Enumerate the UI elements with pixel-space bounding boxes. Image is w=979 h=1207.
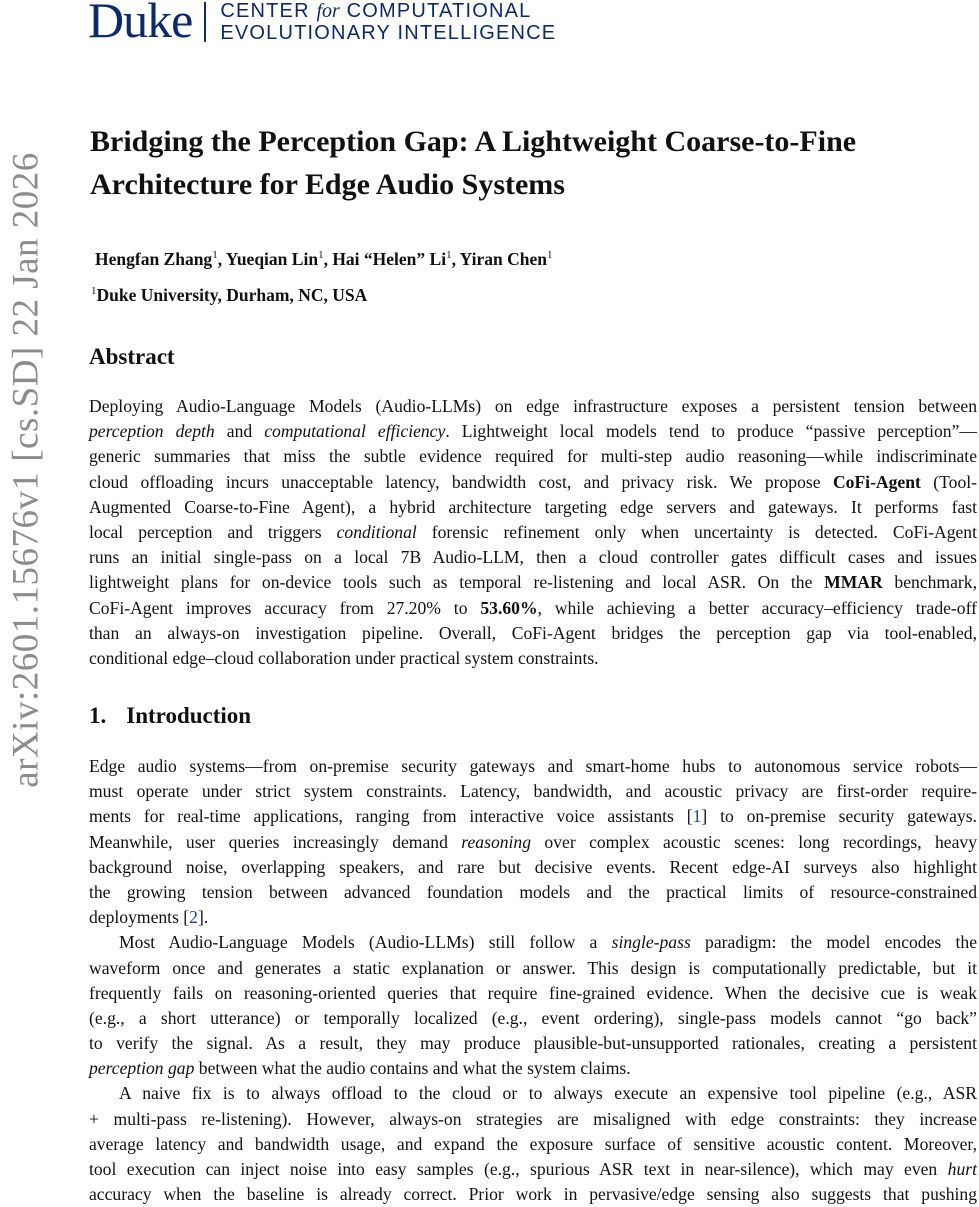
abstract-line: runs an initial single-pass on a local 7B Audio-LLM, then a cloud controller gates difficult cases and issues [89,547,977,568]
abstract-line: Deploying Audio-Language Models (Audio-LLMs) on edge infrastructure exposes a persistent tension between [89,396,977,416]
abstract-line: CoFi-Agent improves accuracy from 27.20% to 53.60%, while achieving a better accuracy–efficiency trade-off [89,597,977,618]
logo-line-1: CENTER for COMPUTATIONAL [220,0,532,22]
arxiv-identifier-stamp [0,0,52,1200]
introduction-line: frequently fails on reasoning-oriented queries that require fine-grained evidence. When the decisive cue is weak [89,982,977,1003]
paper-title [90,120,950,206]
introduction-heading: 1. Introduction [89,703,252,728]
logo-divider [204,2,206,42]
logo-wordmark: Duke [88,0,193,48]
author: Yiran Chen$^1$ [459,249,553,269]
introduction-line: Most Audio-Language Models (Audio-LLMs) still follow a single-pass paradigm: the model encodes the [119,932,977,953]
abstract-line: local perception and triggers conditional forensic refinement only when uncertainty is detected. CoFi-Agent [89,521,977,542]
author: Yueqian Lin$^1$ [225,249,324,269]
abstract-line: lightweight plans for on-device tools such as temporal re-listening and local ASR. On the MMAR benchmark, [89,572,977,593]
abstract-line: cloud offloading incurs unacceptable latency, bandwidth cost, and privacy risk. We propose CoFi-Agent (Tool- [89,471,977,492]
introduction-line: must operate under strict system constraints. Latency, bandwidth, and acoustic privacy are first-order require- [89,781,977,802]
introduction-line: the growing tension between advanced foundation models and the practical limits of resource-constrained [89,881,977,902]
introduction-line: deployments [2]. [89,907,209,928]
introduction-line: background noise, overlapping speakers, and rare but decisive events. Recent edge-AI surveys also highlight [89,856,977,877]
introduction-line: tool execution can inject noise into easy samples (e.g., spurious ASR text in near-silence), which may even hurt [89,1159,977,1179]
introduction-body [89,754,977,1207]
introduction-line: + multi-pass re-listening). However, always-on strategies are misaligned with edge constraints: they increase [89,1108,977,1129]
affiliation: $^1$Duke University, Durham, NC, USA [91,285,368,305]
citation-link[interactable]: 2 [189,907,198,928]
introduction-line: waveform once and generates a static explanation or answer. This design is computationally predictable, but it [89,957,977,978]
abstract-line: perception depth and computational efficiency. Lightweight local models tend to produce “passive perception”— [89,421,977,442]
abstract-line: than an always-on investigation pipeline. Overall, CoFi-Agent bridges the perception gap via tool-enabled, [89,622,977,643]
logo-line-2: EVOLUTIONARY INTELLIGENCE [220,22,557,44]
introduction-line: Meanwhile, user queries increasingly demand reasoning over complex acoustic scenes: long recordings, heavy [89,831,977,852]
abstract-line: Augmented Coarse-to-Fine Agent), a hybrid architecture targeting edge servers and gateways. It performs fast [89,496,977,517]
abstract-heading: Abstract [89,344,175,369]
author: Hengfan Zhang$^1$ [95,249,218,269]
introduction-line: Edge audio systems—from on-premise security gateways and smart-home hubs to autonomous service robots— [89,756,977,776]
abstract-body [89,394,977,671]
logo-center-name [220,0,556,44]
introduction-line: average latency and bandwidth usage, and expand the exposure surface of sensitive acoustic content. Moreover, [89,1133,977,1154]
title-line-2: Architecture for Edge Audio Systems [90,168,565,201]
title-line-1: Bridging the Perception Gap: A Lightweight Coarse-to-Fine [90,125,857,158]
arxiv-identifier-text: arXiv:2601.15676v1 [cs.SD] 22 Jan 2026 [5,152,47,788]
abstract-line: conditional edge–cloud collaboration under practical system constraints. [89,647,599,668]
introduction-line: (e.g., a short utterance) or temporally localized (e.g., event ordering), single-pass models cannot “go back” [89,1007,977,1028]
introduction-line: accuracy when the baseline is already correct. Prior work in pervasive/edge sensing also suggests that pushing [89,1184,977,1205]
citation-link[interactable]: 1 [692,806,702,827]
abstract-line: generic summaries that miss the subtle evidence required for multi-step audio reasoning—while indiscriminate [89,446,977,467]
introduction-line: perception gap between what the audio contains and what the system claims. [89,1058,631,1079]
author: Hai “Helen” Li$^1$ [332,249,452,269]
introduction-line: A naive fix is to always offload to the cloud or to always execute an expensive tool pipeline (e.g., ASR [119,1083,977,1104]
author-list: Hengfan Zhang$^1$, Yueqian Lin$^1$, Hai “Helen” Li$^1$, Yiran Chen$^1$ [95,249,553,269]
introduction-line: to verify the signal. As a result, they may produce plausible-but-unsupported rationales, creating a persistent [89,1033,977,1054]
duke-cei-logo [88,0,557,48]
introduction-line: ments for real-time applications, ranging from interactive voice assistants [1] to on-premise security gateways. [89,806,977,827]
